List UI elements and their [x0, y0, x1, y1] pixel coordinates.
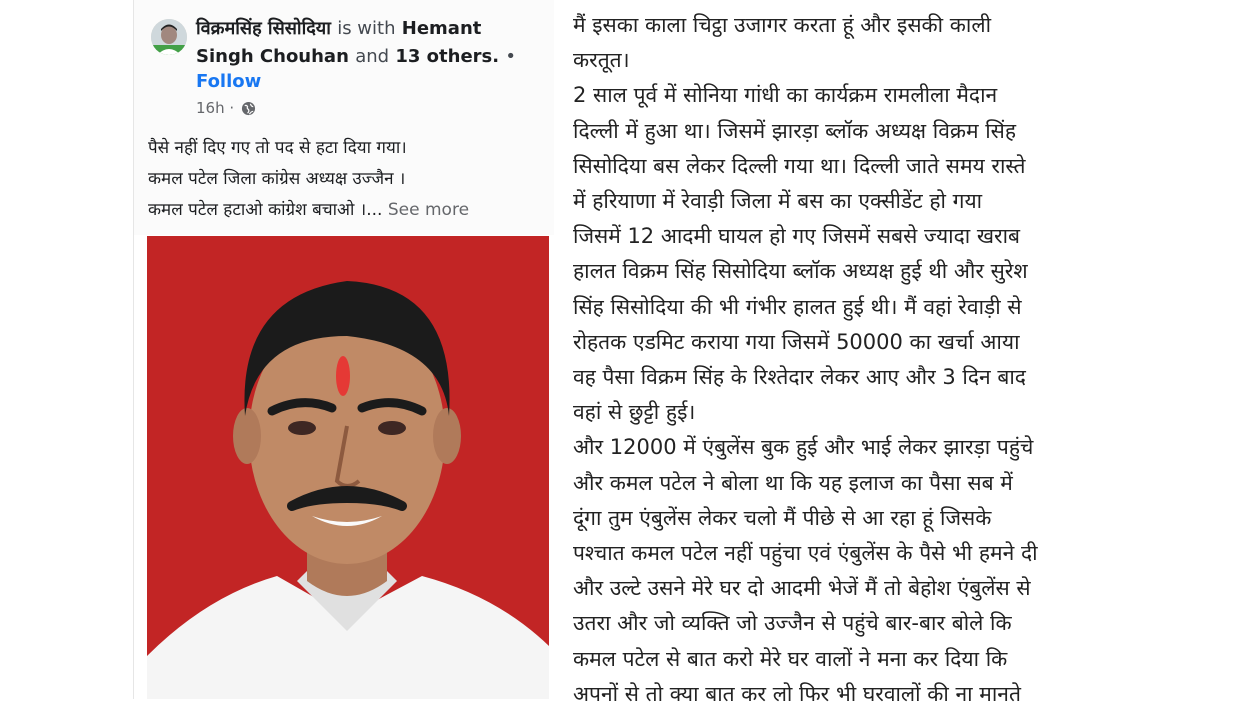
- with-text: is with: [337, 18, 396, 39]
- article-line: और उल्टे उसने मेरे घर दो आदमी भेजें मैं तो बेहोश एंबुलेंस से: [573, 576, 1031, 601]
- see-more-link[interactable]: See more: [387, 200, 470, 220]
- header-line-2: [196, 45, 516, 69]
- article-line: अपनों से तो क्या बात कर लो फिर भी घरवालों की ना मानते: [573, 681, 1021, 706]
- article-line: पश्चात कमल पटेल नहीं पहुंचा एवं एंबुलेंस के पैसे भी हमने दी: [573, 541, 1038, 566]
- article-line: हालत विक्रम सिंह सिसोदिया ब्लॉक अध्यक्ष हुई थी और सुरेश: [573, 259, 1028, 284]
- and-text: and: [355, 46, 390, 67]
- article-line: रोहतक एडमिट कराया गया जिसमें 50000 का खर्चा आया: [573, 329, 1020, 354]
- post-meta: [196, 98, 256, 121]
- article-text: [573, 8, 1093, 712]
- separator-dot: •: [505, 46, 516, 67]
- article-line: 2 साल पूर्व में सोनिया गांधी का कार्यक्रम रामलीला मैदान: [573, 83, 998, 108]
- article-line: सिसोदिया बस लेकर दिल्ली गया था। दिल्ली जाते समय रास्ते: [573, 153, 1026, 178]
- follow-button[interactable]: Follow: [196, 71, 262, 92]
- post-text-line: पैसे नहीं दिए गए तो पद से हटा दिया गया।: [148, 138, 407, 158]
- article-line: और 12000 में एंबुलेंस बुक हुई और भाई लेकर झारड़ा पहुंचे: [573, 435, 1034, 460]
- article-line: वह पैसा विक्रम सिंह के रिश्तेदार लेकर आए और 3 दिन बाद: [573, 365, 1026, 390]
- article-line: वहां से छुट्टी हुई।: [573, 400, 696, 425]
- globe-icon: [241, 101, 256, 121]
- author-name[interactable]: विक्रमसिंह सिसोदिया: [196, 18, 331, 39]
- tagged-person[interactable]: Hemant: [401, 18, 482, 39]
- article-line: उतरा और जो व्यक्ति जो उज्जैन से पहुंचे बार-बार बोले कि: [573, 611, 1012, 636]
- post-photo[interactable]: [147, 236, 549, 699]
- avatar[interactable]: [151, 19, 187, 55]
- tagged-person-rest[interactable]: Singh Chouhan: [196, 46, 349, 67]
- article-line: सिंह सिसोदिया की भी गंभीर हालत हुई थी। मैं वहां रेवाड़ी से: [573, 294, 1022, 319]
- article-line: दूंगा तुम एंबुलेंस लेकर चलो मैं पीछे से आ रहा हूं जिसके: [573, 505, 992, 530]
- article-line: और कमल पटेल ने बोला था कि यह इलाज का पैसा सब में: [573, 470, 1013, 495]
- article-line: करतूत।: [573, 48, 630, 73]
- post-text-line: [148, 199, 469, 221]
- article-line: मैं इसका काला चिट्ठा उजागर करता हूं और इसकी काली: [573, 13, 992, 37]
- post-text-line-content: कमल पटेल हटाओ कांग्रेश बचाओ ।...: [148, 200, 383, 220]
- header-line-1: [196, 17, 481, 41]
- others-link[interactable]: 13 others.: [395, 46, 500, 67]
- article-line: दिल्ली में हुआ था। जिसमें झारड़ा ब्लॉक अध्यक्ष विक्रम सिंह: [573, 118, 1017, 143]
- article-line: कमल पटेल से बात करो मेरे घर वालों ने मना कर दिया कि: [573, 646, 1008, 671]
- article-line: जिसमें 12 आदमी घायल हो गए जिसमें सबसे ज्यादा खराब: [573, 224, 1021, 249]
- post-text-line: कमल पटेल जिला कांग्रेस अध्यक्ष उज्जैन ।: [148, 169, 406, 189]
- post-time[interactable]: 16h ·: [196, 99, 235, 117]
- post-header: [134, 0, 554, 235]
- article-line: में हरियाणा में रेवाड़ी जिला में बस का एक्सीडेंट हो गया: [573, 189, 983, 214]
